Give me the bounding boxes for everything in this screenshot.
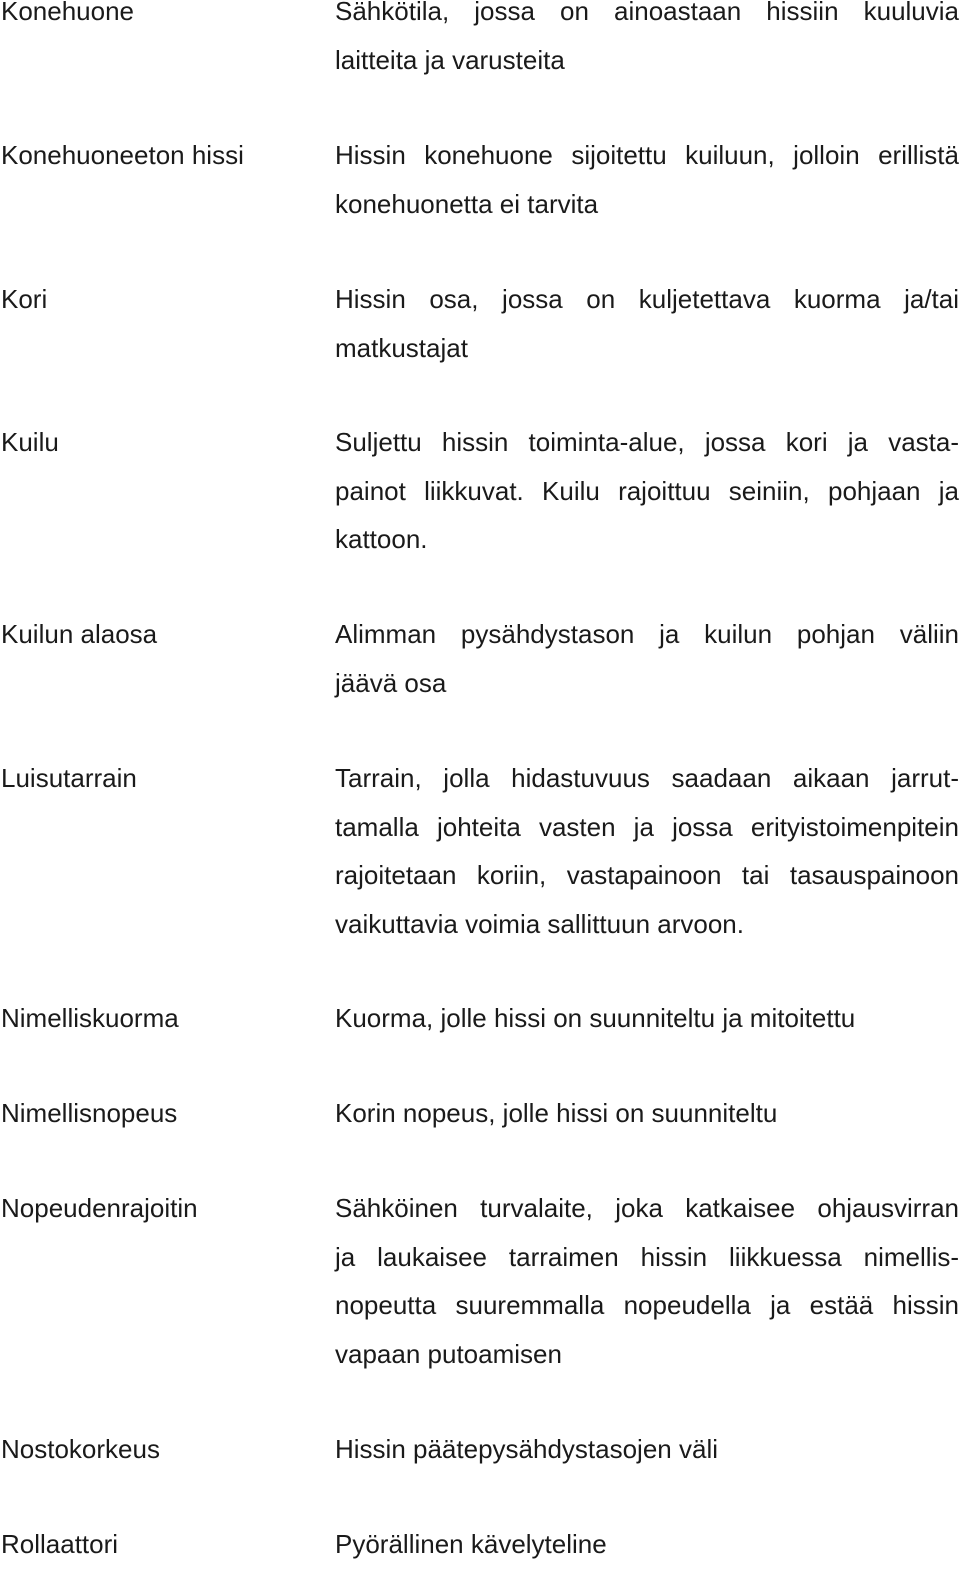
definition-line: vaikuttavia voimia sallittuun arvoon. bbox=[335, 908, 744, 939]
glossary-definition bbox=[335, 275, 959, 372]
glossary-definition bbox=[335, 1520, 959, 1569]
glossary-definition bbox=[335, 754, 959, 948]
glossary-definition bbox=[335, 1184, 959, 1378]
glossary-definition bbox=[335, 610, 959, 707]
definition-line: Hissin osa, jossa on kuljetettava kuorma ja/tai bbox=[335, 284, 959, 314]
definition-line: Alimman pysähdystason ja kuilun pohjan väliin bbox=[335, 619, 959, 649]
definition-line: Sähköinen turvalaite, joka katkaisee ohjausvirran bbox=[335, 1193, 959, 1223]
definition-line: nopeutta suuremmalla nopeudella ja estää hissin bbox=[335, 1290, 959, 1320]
definition-line: jäävä osa bbox=[335, 667, 447, 698]
glossary-definition bbox=[335, 1425, 959, 1474]
definition-line: tamalla johteita vasten ja jossa erityistoimenpitein bbox=[335, 811, 959, 842]
definition-line: Tarrain, jolla hidastuvuus saadaan aikaan jarrut- bbox=[335, 763, 959, 793]
definition-line: laitteita ja varusteita bbox=[335, 44, 565, 75]
definition-line: Pyörällinen kävelyteline bbox=[335, 1529, 607, 1559]
definition-line: konehuonetta ei tarvita bbox=[335, 188, 599, 219]
definition-line: Hissin päätepysähdystasojen väli bbox=[335, 1434, 718, 1464]
glossary-definition bbox=[335, 418, 959, 564]
definition-line: Kuorma, jolle hissi on suunniteltu ja mitoitettu bbox=[335, 1003, 856, 1033]
glossary-term: Kuilu bbox=[1, 427, 59, 457]
definition-line: vapaan putoamisen bbox=[335, 1338, 562, 1369]
definition-line: ja laukaisee tarraimen hissin liikkuessa nimellis- bbox=[335, 1241, 959, 1272]
definition-line: painot liikkuvat. Kuilu rajoittuu seiniin, pohjaan ja bbox=[335, 475, 959, 506]
glossary-definition bbox=[335, 131, 959, 228]
glossary-term: Nostokorkeus bbox=[1, 1434, 160, 1464]
glossary-term: Luisutarrain bbox=[1, 763, 137, 793]
glossary-term: Nimellisnopeus bbox=[1, 1098, 178, 1128]
definition-line: kattoon. bbox=[335, 524, 428, 554]
glossary-term: Kuilun alaosa bbox=[1, 619, 158, 649]
glossary-term: Konehuone bbox=[1, 0, 135, 26]
glossary-term: Nopeudenrajoitin bbox=[1, 1193, 198, 1223]
glossary-definition bbox=[335, 0, 959, 84]
definition-line: matkustajat bbox=[335, 332, 468, 363]
glossary-term: Rollaattori bbox=[1, 1529, 119, 1559]
glossary-term: Nimelliskuorma bbox=[1, 1003, 179, 1033]
definition-line: Korin nopeus, jolle hissi on suunniteltu bbox=[335, 1098, 778, 1128]
glossary-definition bbox=[335, 994, 959, 1043]
definition-line: Suljettu hissin toiminta-alue, jossa kori ja vasta- bbox=[335, 427, 959, 457]
definition-line: Sähkötila, jossa on ainoastaan hissiin kuuluvia bbox=[335, 0, 959, 26]
definition-line: Hissin konehuone sijoitettu kuiluun, jolloin erillistä bbox=[335, 140, 959, 170]
definition-line: rajoitetaan koriin, vastapainoon tai tasauspainoon bbox=[335, 860, 959, 890]
glossary-term: Kori bbox=[1, 284, 48, 314]
glossary-term: Konehuoneeton hissi bbox=[1, 140, 244, 170]
glossary-definition bbox=[335, 1089, 959, 1138]
